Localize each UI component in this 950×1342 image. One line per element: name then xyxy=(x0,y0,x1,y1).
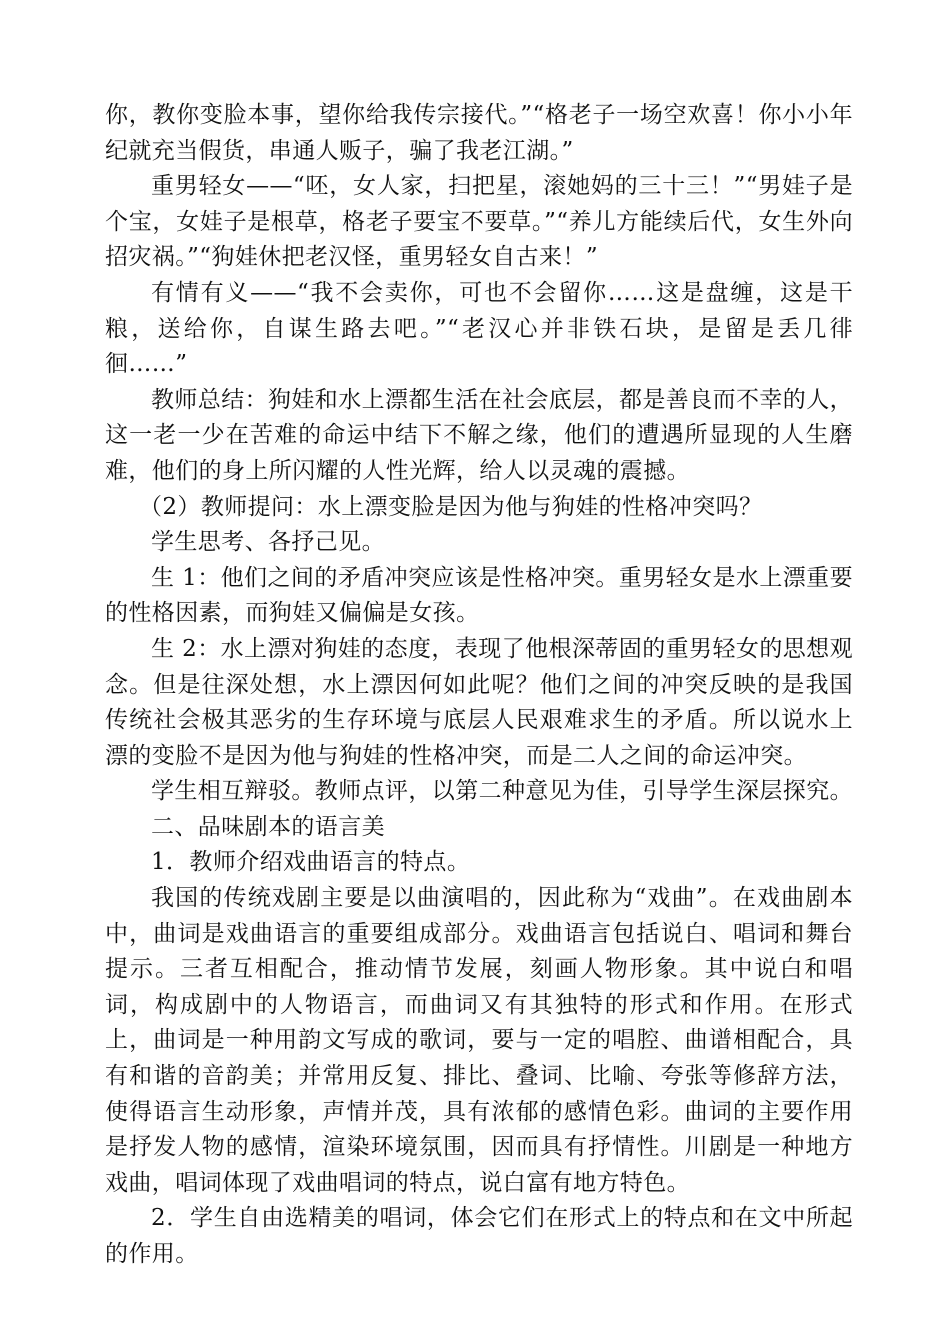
section-heading-language: 二、品味剧本的语言美 xyxy=(151,813,385,840)
paragraph-students-think: 学生思考、各抒己见。 xyxy=(151,529,385,556)
paragraph-opera-language: 我国的传统戏剧主要是以曲演唱的，因此称为“戏曲”。在戏曲剧本中，曲词是戏曲语言的重要组成部分。戏曲语言包括说白、唱词和舞台提示。三者互相配合，推动情节发展，刻画人物形象。其中说白和唱词，构成剧中的人物语言，而曲词又有其独特的形式和作用。在形式上，曲词是一种用韵文写成的歌词，要与一定的唱腔、曲谱相配合，具有和谐的音韵美；并常用反复、排比、叠词、比喻、夸张等修辞方法，使得语言生动形象，声情并茂，具有浓郁的感情色彩。曲词的主要作用是抒发人物的感情，渲染环境氛围，因而具有抒情性。川剧是一种地方戏曲，唱词体现了戏曲唱词的特点，说白富有地方特色。 xyxy=(105,885,853,1196)
paragraph-step-2: 2．学生自由选精美的唱词，体会它们在形式上的特点和在文中所起的作用。 xyxy=(105,1205,853,1267)
document-body xyxy=(105,98,853,1273)
paragraph-teacher-summary: 教师总结：狗娃和水上漂都生活在社会底层，都是善良而不幸的人，这一老一少在苦难的命运中结下不解之缘，他们的遭遇所显现的人生磨难，他们的身上所闪耀的人性光辉，给人以灵魂的震撼。 xyxy=(105,386,853,484)
paragraph-continuation: 你，教你变脸本事，望你给我传宗接代。”“格老子一场空欢喜！你小小年纪就充当假货，串通人贩子，骗了我老江湖。” xyxy=(105,102,853,164)
paragraph-teacher-question: （2）教师提问：水上漂变脸是因为他与狗娃的性格冲突吗？ xyxy=(139,493,763,520)
paragraph-step-1: 1．教师介绍戏曲语言的特点。 xyxy=(151,849,471,876)
paragraph-student-2: 生 2：水上漂对狗娃的态度，表现了他根深蒂固的重男轻女的思想观念。但是往深处想，水上漂因何如此呢？他们之间的冲突反映的是我国传统社会极其恶劣的生存环境与底层人民艰难求生的矛盾。所以说水上漂的变脸不是因为他与狗娃的性格冲突，而是二人之间的命运冲突。 xyxy=(105,635,853,769)
paragraph-youqing-youyi: 有情有义——“我不会卖你，可也不会留你……这是盘缠，这是干粮，送给你，自谋生路去吧。”“老汉心并非铁石块，是留是丢几徘徊……” xyxy=(105,279,853,378)
paragraph-teacher-comment: 学生相互辩驳。教师点评，以第二种意见为佳，引导学生深层探究。 xyxy=(151,778,853,805)
paragraph-zhongnan-qingnv: 重男轻女——“呸，女人家，扫把星，滚她妈的三十三！”“男娃子是个宝，女娃子是根草，格老子要宝不要草。”“养儿方能续后代，女生外向招灾祸。”“狗娃休把老汉怪，重男轻女自古来！” xyxy=(105,173,853,271)
paragraph-student-1: 生 1：他们之间的矛盾冲突应该是性格冲突。重男轻女是水上漂重要的性格因素，而狗娃又偏偏是女孩。 xyxy=(105,564,853,627)
